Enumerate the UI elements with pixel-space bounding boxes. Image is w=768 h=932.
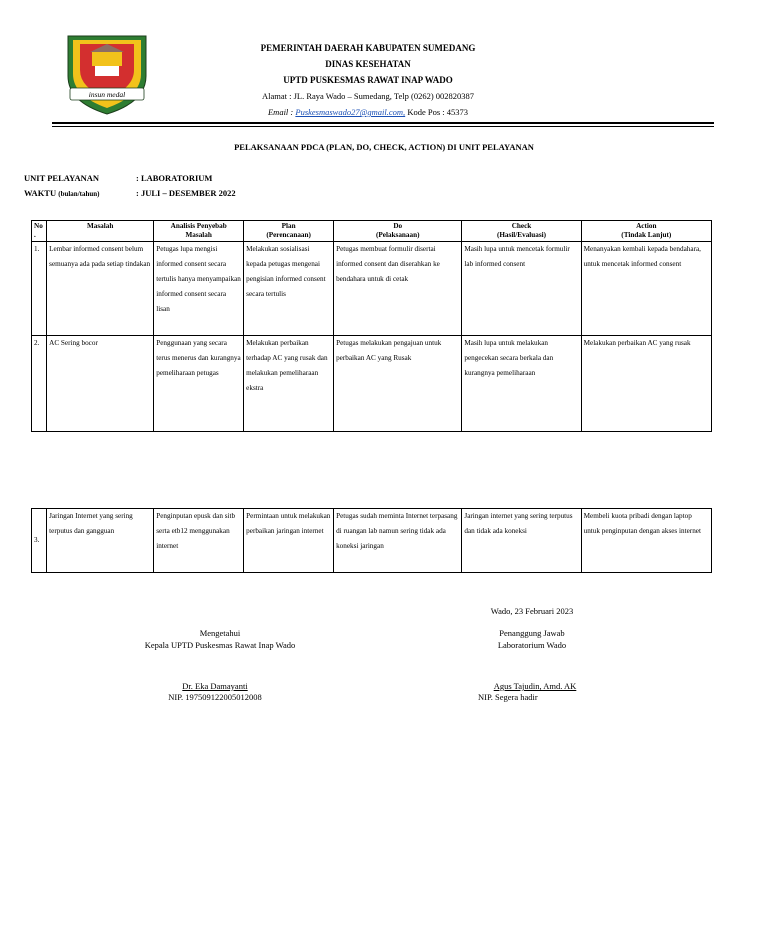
- pdca-table: [31, 220, 712, 432]
- cell-action: Membeli kuota pribadi dengan laptop untuk penginputan dengan akses internet: [581, 509, 711, 573]
- cell-do: Petugas membuat formulir disertai informed consent dan diserahkan ke bendahara untuk di cetak: [334, 242, 462, 336]
- unit-value: : LABORATORIUM: [136, 173, 213, 183]
- cell-plan: Melakukan sosialisasi kepada petugas mengenai pengisian informed consent secara tertulis: [244, 242, 334, 336]
- header-puskesmas: UPTD PUSKESMAS RAWAT INAP WADO: [283, 75, 453, 85]
- header-masalah: Masalah: [47, 221, 154, 242]
- cell-analisis: Penginputan epusk dan sitb serta etb12 menggunakan internet: [154, 509, 244, 573]
- table-row: [32, 242, 712, 336]
- header-rule-thin: [52, 126, 714, 127]
- cell-analisis: Petugas lupa mengisi informed consent secara tertulis hanya menyampaikan informed consent secara lisan: [154, 242, 244, 336]
- header-contact: [168, 107, 568, 117]
- cell-masalah: Jaringan Internet yang sering terputus dan gangguan: [47, 509, 154, 573]
- cell-plan: Melakukan perbaikan terhadap AC yang rusak dan melakukan pemeliharaan ekstra: [244, 336, 334, 432]
- responsible-title: Penanggung Jawab: [499, 628, 565, 638]
- cell-no: 3.: [32, 509, 47, 573]
- logo-motto: insun medal: [88, 90, 126, 99]
- cell-masalah: Lembar informed consent belum semuanya ada pada setiap tindakan: [47, 242, 154, 336]
- table-row: [32, 336, 712, 432]
- approver-position: Kepala UPTD Puskesmas Rawat Inap Wado: [144, 640, 296, 650]
- email-label: Email :: [267, 107, 294, 117]
- waktu-value: : JULI – DESEMBER 2022: [136, 188, 236, 198]
- document-title: PELAKSANAAN PDCA (PLAN, DO, CHECK, ACTION) DI UNIT PELAYANAN: [234, 142, 534, 152]
- header-rule-thick: [52, 122, 714, 124]
- cell-analisis: Penggunaan yang secara terus menerus dan kurangnya pemeliharaan petugas: [154, 336, 244, 432]
- responsible-name: Agus Tajudin, Amd. AK: [493, 681, 577, 691]
- place-date: Wado, 23 Februari 2023: [490, 606, 574, 616]
- cell-check: Masih lupa untuk mencetak formulir lab informed consent: [462, 242, 581, 336]
- cell-no: 1.: [32, 242, 47, 336]
- header-do: Do (Pelaksanaan): [334, 221, 462, 242]
- header-plan: Plan (Perencanaan): [244, 221, 334, 242]
- cell-no: 2.: [32, 336, 47, 432]
- header-government: PEMERINTAH DAERAH KABUPATEN SUMEDANG: [260, 43, 476, 53]
- responsible-nip: NIP. Segera hadir: [478, 692, 538, 702]
- unit-label: UNIT PELAYANAN: [24, 173, 100, 183]
- postal-code: Kode Pos : 45373: [407, 107, 468, 117]
- responsible-unit: Laboratorium Wado: [497, 640, 567, 650]
- table-row: [32, 509, 712, 573]
- header-department: DINAS KESEHATAN: [325, 59, 411, 69]
- cell-plan: Permintaan untuk melakukan perbaikan jaringan internet: [244, 509, 334, 573]
- cell-action: Menanyakan kembali kepada bendahara, untuk mencetak informed consent: [581, 242, 711, 336]
- cell-masalah: AC Sering bocor: [47, 336, 154, 432]
- table-header-row: [32, 221, 712, 242]
- cell-do: Petugas melakukan pengajuan untuk perbaikan AC yang Rusak: [334, 336, 462, 432]
- approver-name: Dr. Eka Damayanti: [182, 681, 248, 691]
- approver-title: Mengetahui: [199, 628, 241, 638]
- waktu-label-text: WAKTU: [24, 188, 57, 198]
- kabupaten-logo: [62, 30, 152, 116]
- pdca-table-continued: [31, 508, 712, 573]
- approver-nip: NIP. 197509122005012008: [168, 692, 262, 702]
- waktu-label-sub: (bulan/tahun): [58, 190, 100, 198]
- header-action: Action (Tindak Lanjut): [581, 221, 711, 242]
- header-analisis: Analisis Penyebab Masalah: [154, 221, 244, 242]
- header-check: Check (Hasil/Evaluasi): [462, 221, 581, 242]
- header-address: Alamat : JL. Raya Wado – Sumedang, Telp (0262) 002820387: [261, 91, 475, 101]
- waktu-label: [24, 188, 100, 198]
- cell-check: Masih lupa untuk melakukan pengecekan secara berkala dan kurangnya pemeliharaan: [462, 336, 581, 432]
- cell-check: Jaringan internet yang sering terputus dan tidak ada koneksi: [462, 509, 581, 573]
- cell-action: Melakukan perbaikan AC yang rusak: [581, 336, 711, 432]
- header-no: No.: [32, 221, 47, 242]
- cell-do: Petugas sudah meminta Internet terpasang di ruangan lab namun sering tidak ada koneksi jaringan: [334, 509, 462, 573]
- email-link[interactable]: Puskesmaswado27@gmail.com,: [295, 107, 406, 117]
